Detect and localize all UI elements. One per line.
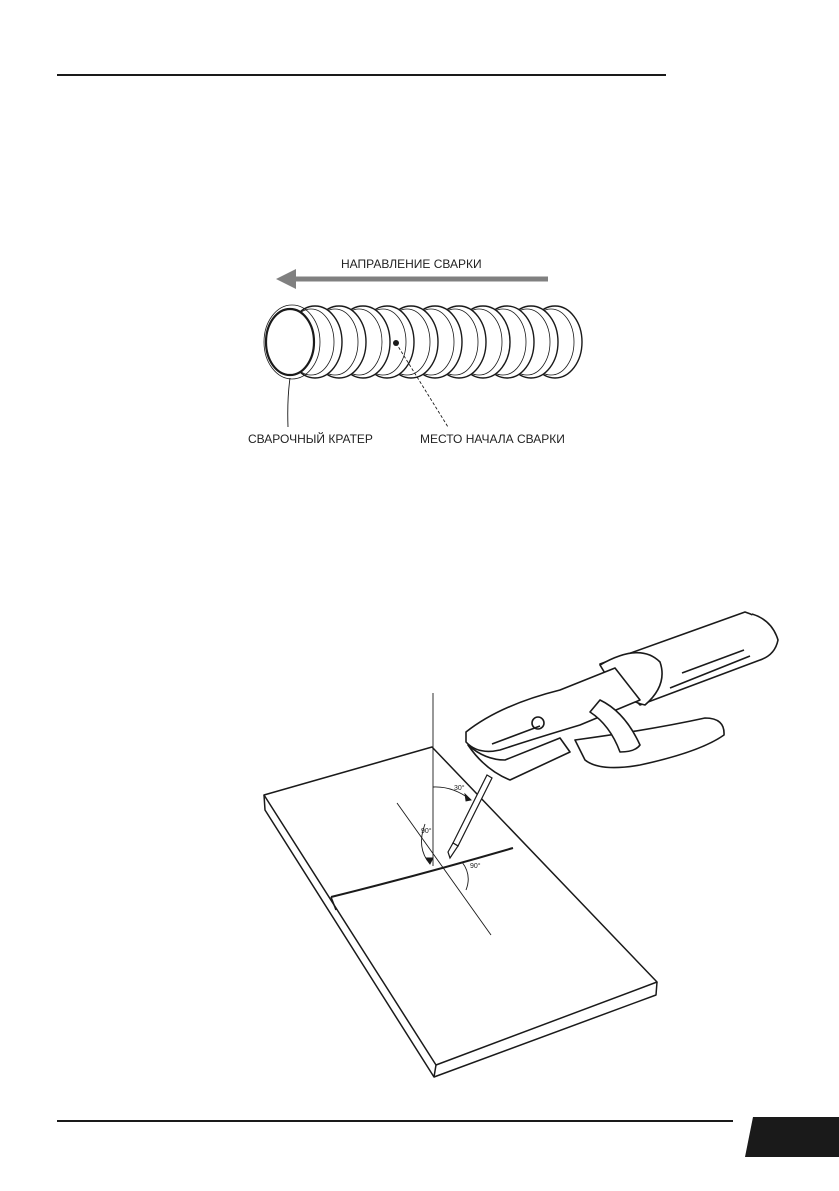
direction-arrow (276, 269, 548, 289)
welding-plates (264, 747, 657, 1077)
crater-label: СВАРОЧНЫЙ КРАТЕР (248, 432, 373, 446)
page-tab (745, 1117, 839, 1157)
crater-leader (288, 378, 290, 427)
angle-30-label: 30° (454, 785, 465, 792)
angle-90-left-label: 90° (421, 828, 432, 835)
weld-bead-ripples (264, 305, 582, 379)
angle-90-right-label: 90° (470, 863, 481, 870)
start-label: МЕСТО НАЧАЛА СВАРКИ (420, 432, 565, 446)
bottom-rule (57, 1120, 733, 1122)
electrode-holder (466, 612, 778, 780)
weld-crater (266, 309, 314, 375)
direction-label: НАПРАВЛЕНИЕ СВАРКИ (341, 257, 482, 271)
